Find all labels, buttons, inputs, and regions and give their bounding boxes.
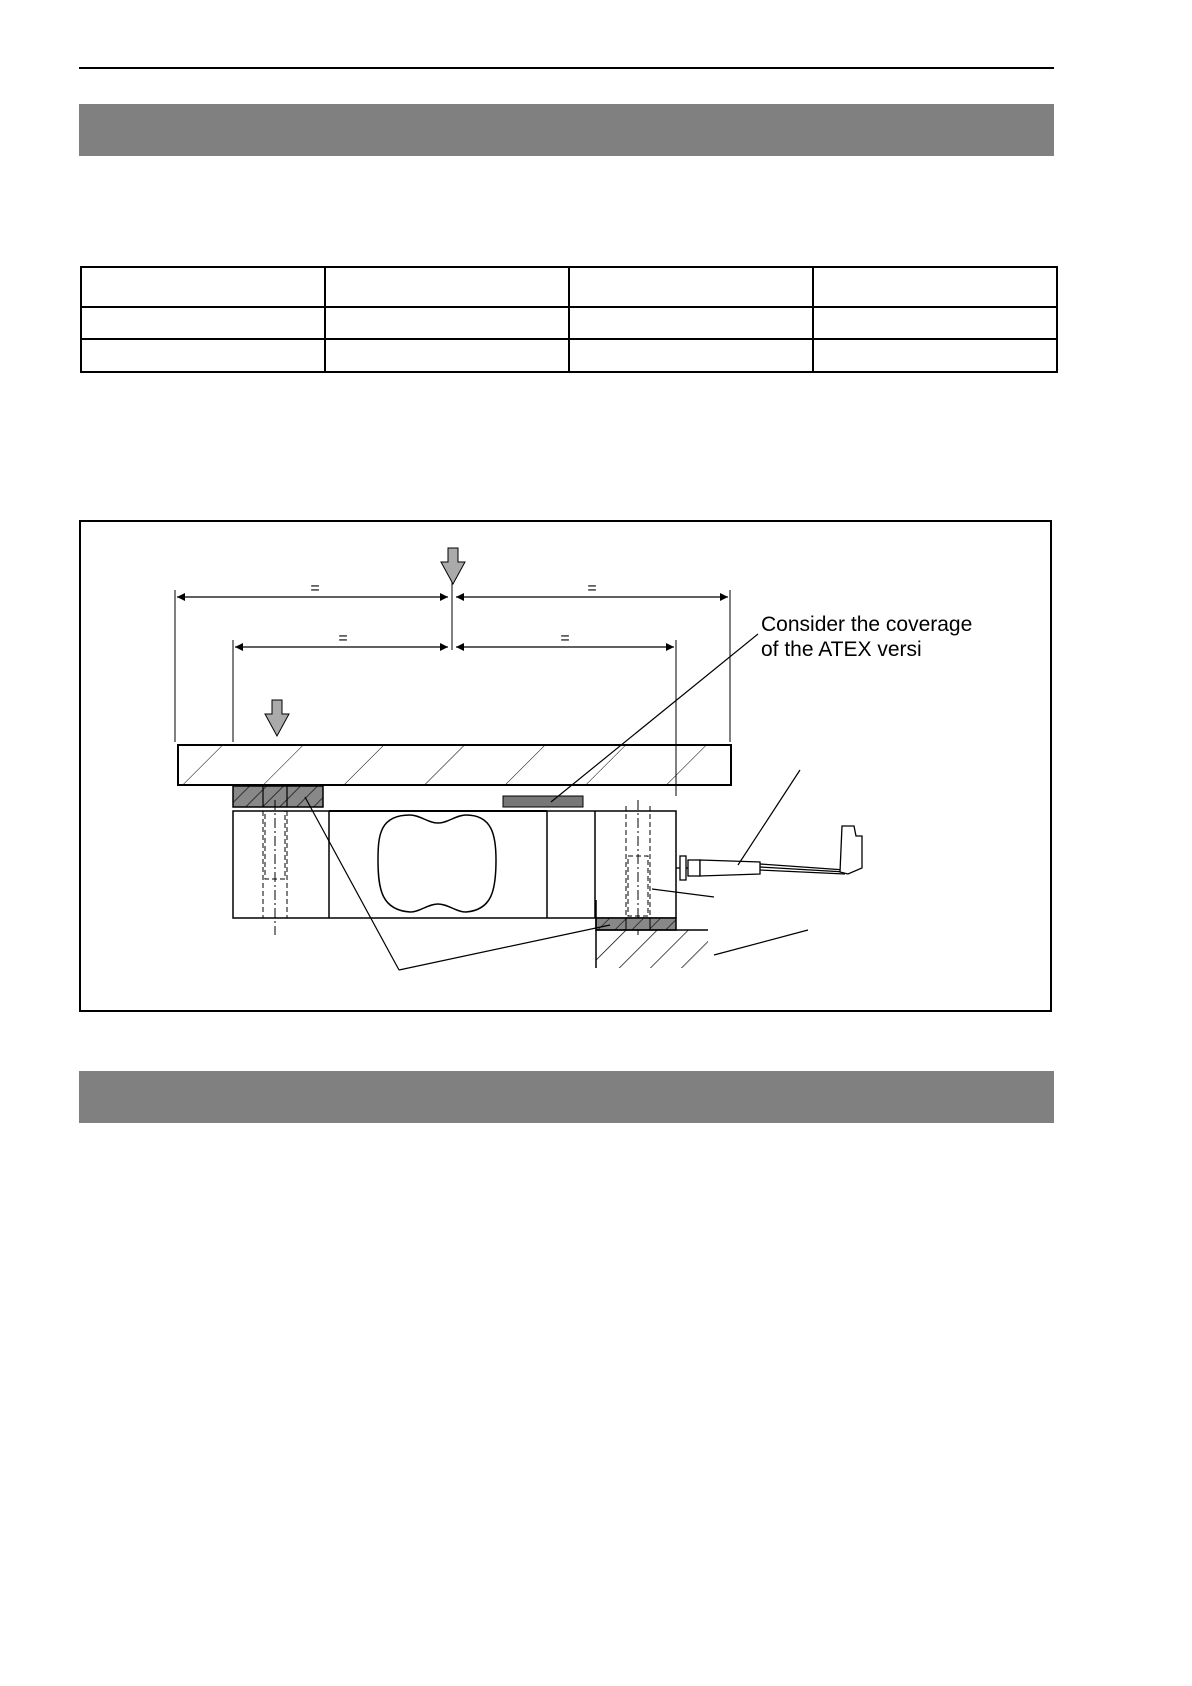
cable-connector xyxy=(676,826,862,880)
callout-line: Consider the coverage xyxy=(761,613,973,636)
load-arrow-icon xyxy=(441,548,465,584)
equal-mark: = xyxy=(338,630,348,647)
equal-mark: = xyxy=(587,580,597,597)
load-cell-body xyxy=(233,811,676,918)
atex-callout xyxy=(761,612,972,662)
callout-line: of the ATEX versi xyxy=(761,638,922,661)
section-heading-bar xyxy=(79,1071,1054,1123)
atex-label-plate xyxy=(503,796,583,807)
platform-plate xyxy=(178,745,731,785)
load-arrow-icon xyxy=(265,700,289,736)
equal-mark: = xyxy=(560,630,570,647)
equal-mark: = xyxy=(310,580,320,597)
